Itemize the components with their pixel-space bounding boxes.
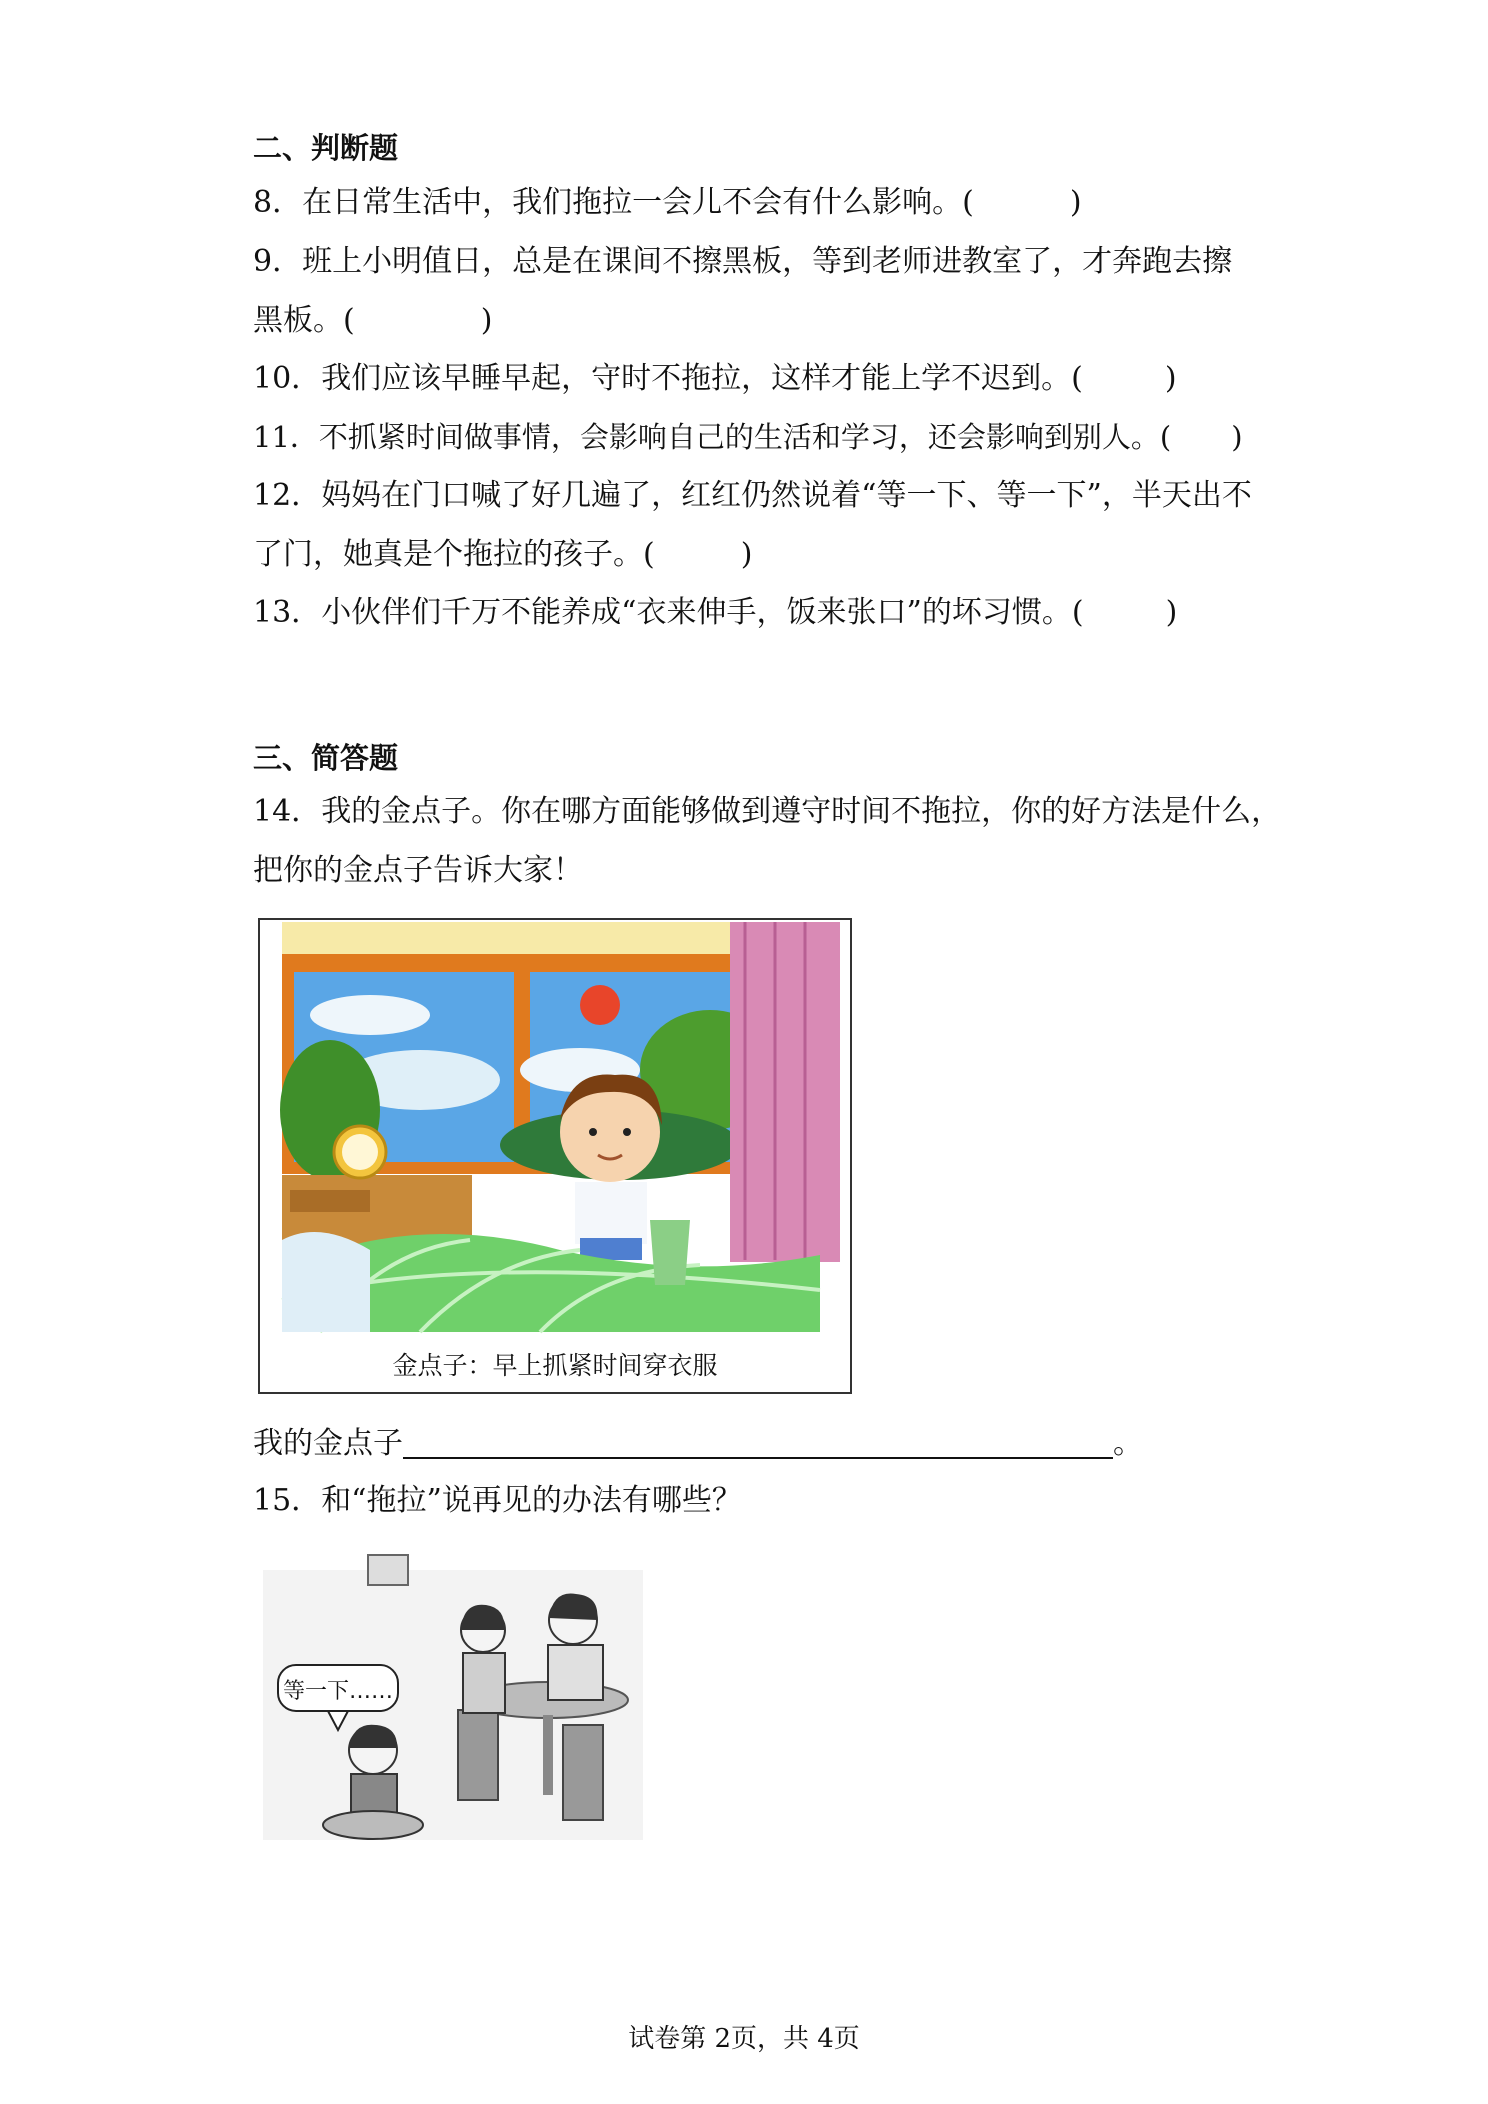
paren-close: ): [740, 537, 753, 572]
question-text: 和“拖拉”说再见的办法有哪些？: [321, 1483, 742, 1518]
paren-close: ): [1164, 361, 1177, 396]
answer-suffix: 。: [1113, 1426, 1143, 1461]
question-9-cont: [253, 303, 493, 338]
question-13: [253, 595, 1178, 630]
question-number: 14．: [253, 794, 322, 829]
question-text: 不抓紧时间做事情，会影响自己的生活和学习，还会影响到别人。(: [318, 420, 1172, 454]
question-text-cont: 了门，她真是个拖拉的孩子。(: [253, 537, 655, 572]
question-12-cont: [253, 537, 753, 572]
paren-close: ): [1069, 185, 1082, 220]
question-number: 11．: [253, 420, 319, 454]
question-10: [253, 361, 1177, 396]
question-text: 班上小明值日，总是在课间不擦黑板，等到老师进教室了，才奔跑去擦: [302, 244, 1233, 279]
speech-bubble-text: 等一下……: [282, 1679, 393, 1704]
section-title-judgement: 二、判断题: [253, 131, 399, 165]
question-11: [253, 420, 1243, 454]
illustration-drawing: [260, 920, 850, 1392]
question-number: 15．: [253, 1483, 322, 1518]
question-text: 我的金点子。你在哪方面能够做到遵守时间不拖拉，你的好方法是什么，: [321, 794, 1282, 829]
question-number: 12．: [253, 478, 322, 513]
question-text: 在日常生活中，我们拖拉一会儿不会有什么影响。(: [302, 185, 974, 220]
question-12: [253, 478, 1252, 513]
illustration-caption: 金点子：早上抓紧时间穿衣服: [392, 1351, 718, 1380]
answer-row: [253, 1427, 1143, 1459]
question-text-cont: 黑板。(: [253, 303, 355, 338]
question-text-cont: 把你的金点子告诉大家！: [253, 853, 583, 888]
question-text: 妈妈在门口喊了好几遍了，红红仍然说着“等一下、等一下”，半天出不: [321, 478, 1252, 513]
question-text: 我们应该早睡早起，守时不拖拉，这样才能上学不迟到。(: [321, 361, 1083, 396]
question-15: [253, 1483, 742, 1518]
answer-underline[interactable]: [403, 1427, 1113, 1459]
page-footer: 试卷第 2页，共 4页: [628, 2024, 860, 2054]
paren-close: ): [1231, 420, 1243, 454]
question-number: 13．: [253, 595, 322, 630]
question-number: 10．: [253, 361, 322, 396]
answer-prefix: 我的金点子: [253, 1426, 403, 1461]
illustration-boy-dressing: [258, 918, 852, 1394]
question-text: 小伙伴们千万不能养成“衣来伸手，饭来张口”的坏习惯。(: [321, 595, 1084, 630]
paren-close: ): [1165, 595, 1178, 630]
question-14: [253, 794, 1282, 829]
question-14-cont: [253, 853, 583, 888]
question-8: [253, 185, 1082, 220]
section-title-short-answer: 三、简答题: [253, 741, 399, 775]
question-9: [253, 244, 1233, 279]
paren-close: ): [480, 303, 493, 338]
illustration-delay: [258, 1550, 648, 1845]
question-number: 8．: [253, 185, 303, 220]
question-number: 9．: [253, 244, 303, 279]
